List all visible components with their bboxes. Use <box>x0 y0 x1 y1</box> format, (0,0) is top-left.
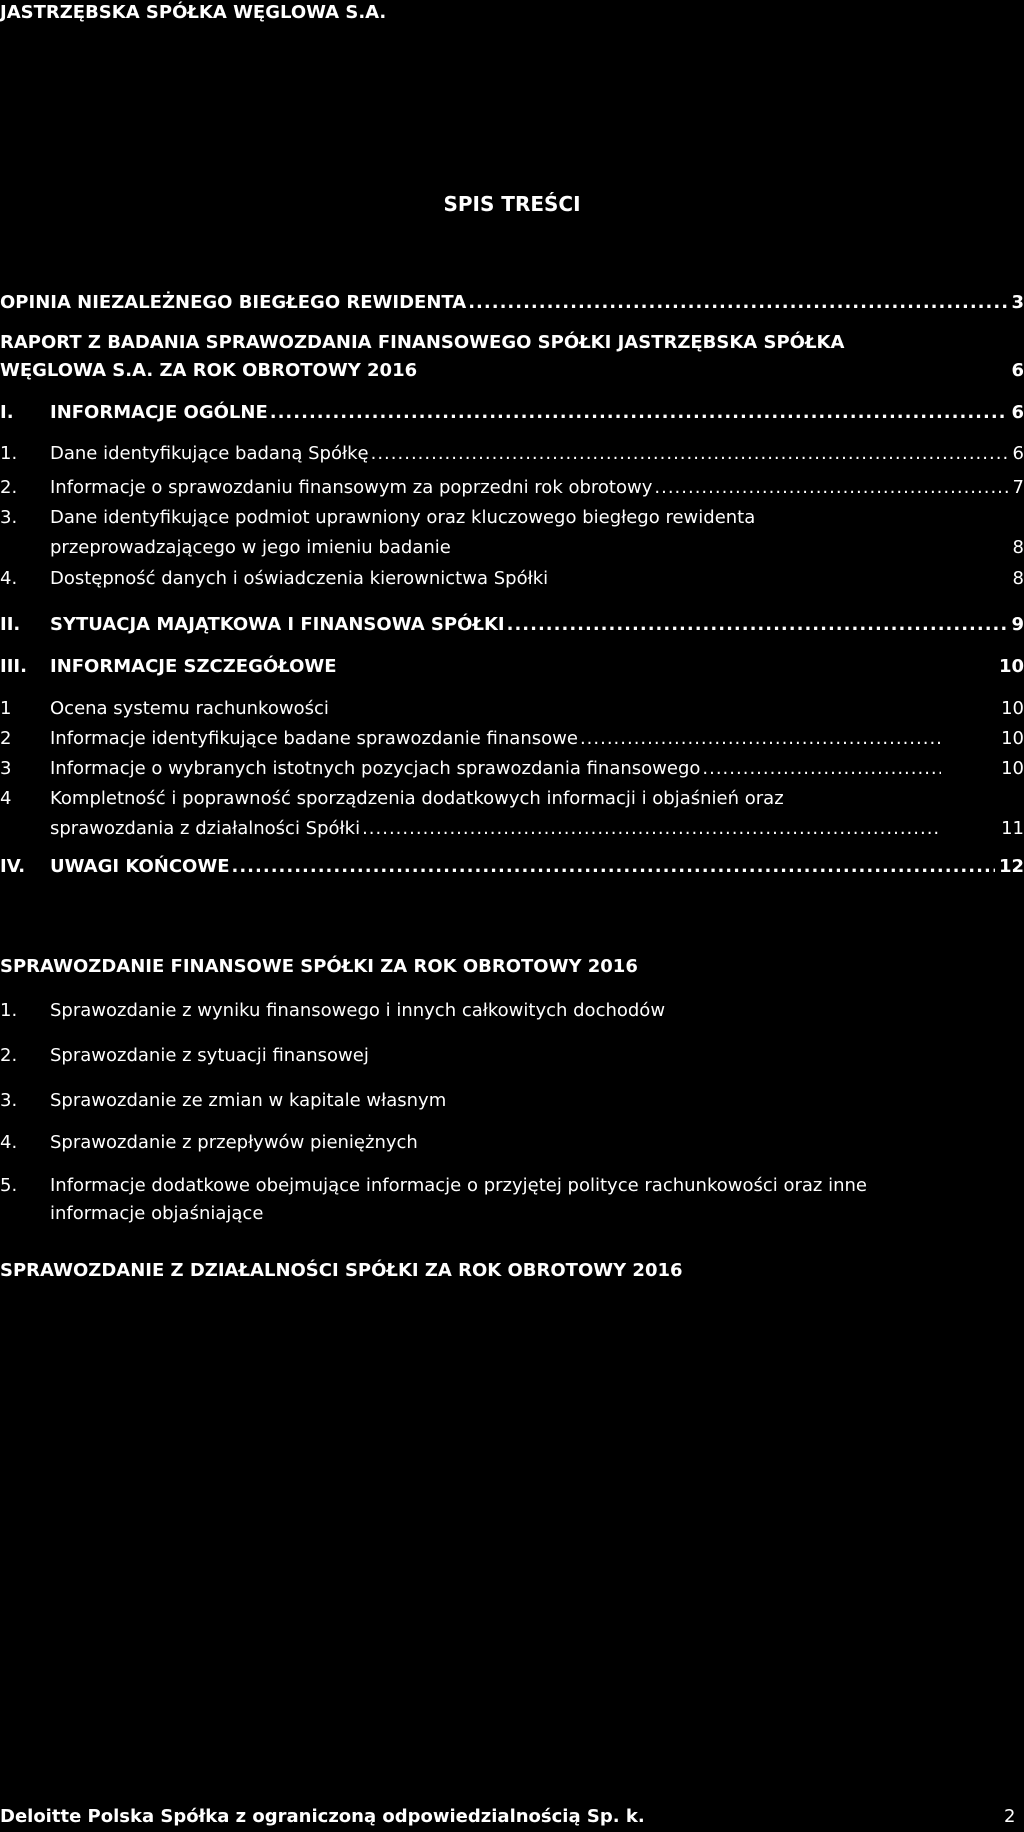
toc-section-general-info[interactable] <box>50 402 1024 423</box>
dot-leader <box>468 292 1007 313</box>
toc-item-line1[interactable]: Dane identyfikujące podmiot uprawniony oraz kluczowego biegłego rewidenta <box>50 507 756 528</box>
item-number: 1 <box>0 698 12 719</box>
dot-leader <box>232 856 995 877</box>
dot-leader <box>507 614 1008 635</box>
item-number: 3 <box>0 758 12 779</box>
section-number: IV. <box>0 856 26 877</box>
toc-page-number: 8 <box>1012 537 1024 558</box>
toc-entry-report-line1[interactable]: RAPORT Z BADANIA SPRAWOZDANIA FINANSOWEGO SPÓŁKI JASTRZĘBSKA SPÓŁKA <box>0 332 845 353</box>
toc-page-number: 9 <box>1011 614 1024 635</box>
toc-page-number: 3 <box>1011 292 1024 313</box>
dot-leader <box>580 728 941 749</box>
toc-item[interactable]: sprawozdania z działalności Spółki ..... 11 <box>50 818 1024 839</box>
toc-page-number: 10 <box>998 656 1024 677</box>
toc-section-label: INFORMACJE OGÓLNE <box>50 402 268 423</box>
section-number: II. <box>0 614 21 635</box>
toc-section-final-remarks[interactable] <box>50 856 1024 877</box>
list-item[interactable]: Sprawozdanie z przepływów pieniężnych <box>50 1132 418 1153</box>
list-number: 5. <box>0 1175 18 1196</box>
toc-item-line1[interactable]: Kompletność i poprawność sporządzenia dodatkowych informacji i objaśnień oraz <box>50 788 784 809</box>
item-number: 2 <box>0 728 12 749</box>
list-number: 4. <box>0 1132 18 1153</box>
list-number: 3. <box>0 1090 18 1111</box>
list-number: 1. <box>0 1000 18 1021</box>
list-item[interactable]: Sprawozdanie z wyniku finansowego i innych całkowitych dochodów <box>50 1000 666 1021</box>
list-item[interactable]: Sprawozdanie z sytuacji finansowej <box>50 1045 369 1066</box>
list-number: 2. <box>0 1045 18 1066</box>
toc-page-number: 12 <box>998 856 1024 877</box>
toc-section-label: UWAGI KOŃCOWE <box>50 856 230 877</box>
dot-leader <box>362 818 941 839</box>
toc-entry-label: WĘGLOWA S.A. ZA ROK OBROTOWY 2016 <box>0 360 418 381</box>
company-name: JASTRZĘBSKA SPÓŁKA WĘGLOWA S.A. <box>0 2 387 23</box>
toc-title: SPIS TREŚCI <box>443 192 581 216</box>
item-number: 4 <box>0 788 12 809</box>
item-number: 1. <box>0 443 18 464</box>
activity-report-heading: SPRAWOZDANIE Z DZIAŁALNOŚCI SPÓŁKI ZA ROK OBROTOWY 2016 <box>0 1260 683 1281</box>
item-number: 3. <box>0 507 18 528</box>
toc-entry-report[interactable] <box>0 360 1024 381</box>
toc-page-number: 6 <box>1011 360 1024 381</box>
toc-page-number: 8 <box>1012 568 1024 589</box>
toc-item[interactable]: Dane identyfikujące badaną Spółkę ..... 6 <box>50 443 1024 464</box>
toc-section-detailed-info[interactable] <box>50 656 1024 677</box>
list-item[interactable]: Informacje dodatkowe obejmujące informacje o przyjętej polityce rachunkowości oraz inne <box>50 1175 867 1196</box>
section-number: III. <box>0 656 27 677</box>
dot-leader <box>654 477 1008 498</box>
section-number: I. <box>0 402 14 423</box>
dot-leader <box>270 402 1008 423</box>
toc-section-label: SYTUACJA MAJĄTKOWA I FINANSOWA SPÓŁKI <box>50 614 505 635</box>
toc-item[interactable]: Ocena systemu rachunkowości 10 <box>50 698 1024 719</box>
footer-firm-name: Deloitte Polska Spółka z ograniczoną odpowiedzialnością Sp. k. <box>0 1806 645 1827</box>
toc-page-number: 10 <box>1001 698 1024 719</box>
toc-entry-label: OPINIA NIEZALEŻNEGO BIEGŁEGO REWIDENTA <box>0 292 467 313</box>
toc-entry-opinion[interactable] <box>0 292 1024 313</box>
list-item-continuation[interactable]: informacje objaśniające <box>50 1203 264 1224</box>
footer-page-number: 2 <box>1004 1806 1016 1827</box>
toc-item[interactable]: Informacje identyfikujące badane sprawozdanie finansowe ..... 10 <box>50 728 1024 749</box>
dot-leader <box>702 758 941 779</box>
toc-page-number: 10 <box>1001 728 1024 749</box>
item-number: 4. <box>0 568 18 589</box>
toc-item[interactable]: Informacje o sprawozdaniu finansowym za poprzedni rok obrotowy ..... 7 <box>50 477 1024 498</box>
financial-statements-heading: SPRAWOZDANIE FINANSOWE SPÓŁKI ZA ROK OBROTOWY 2016 <box>0 956 638 977</box>
toc-page-number: 6 <box>1011 402 1024 423</box>
toc-section-label: INFORMACJE SZCZEGÓŁOWE <box>50 656 337 677</box>
toc-item[interactable]: przeprowadzającego w jego imieniu badanie 8 <box>50 537 1024 558</box>
list-item[interactable]: Sprawozdanie ze zmian w kapitale własnym <box>50 1090 447 1111</box>
dot-leader <box>371 443 1009 464</box>
toc-page-number: 6 <box>1012 443 1024 464</box>
toc-item[interactable]: Informacje o wybranych istotnych pozycjach sprawozdania finansowego ..... 10 <box>50 758 1024 779</box>
toc-item[interactable]: Dostępność danych i oświadczenia kierownictwa Spółki 8 <box>50 568 1024 589</box>
toc-page-number: 7 <box>1012 477 1024 498</box>
toc-section-financial-position[interactable] <box>50 614 1024 635</box>
toc-page-number: 11 <box>1001 818 1024 839</box>
item-number: 2. <box>0 477 18 498</box>
toc-page-number: 10 <box>1001 758 1024 779</box>
